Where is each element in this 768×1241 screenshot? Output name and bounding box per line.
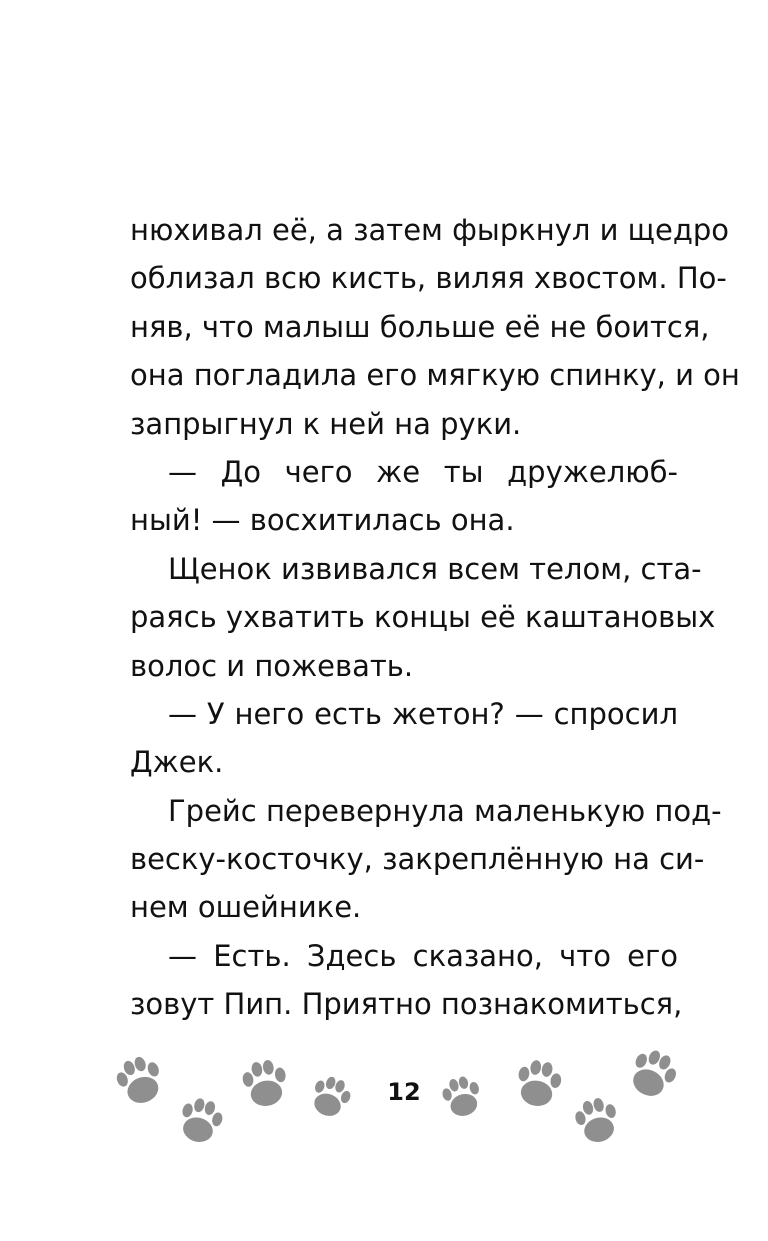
- text-line: волос и пожевать.: [130, 648, 414, 683]
- text-line: — У него есть жетон? — спросил: [168, 696, 678, 731]
- paragraph: [130, 690, 678, 787]
- text-line: Грейс перевернула маленькую под-: [168, 793, 722, 828]
- text-line: Щенок извивался всем телом, ста-: [168, 551, 702, 586]
- text-line: облизал всю кисть, виляя хвостом. По-: [130, 261, 727, 296]
- paragraph: [130, 206, 740, 448]
- text-line: — Есть. Здесь сказано, что его: [168, 938, 678, 973]
- paw-print-icon: [307, 1072, 355, 1121]
- body-text: [130, 206, 740, 1029]
- paw-print-icon: [240, 1057, 290, 1109]
- paragraph: [130, 787, 722, 932]
- paragraph: [130, 448, 678, 545]
- text-line: няв, что малыш больше её не боится,: [130, 309, 710, 344]
- text-line: нюхивал её, а затем фыркнул и щедро: [130, 213, 730, 247]
- paw-print-icon: [176, 1095, 227, 1147]
- text-line: раясь ухватить концы её каштановых: [130, 600, 716, 635]
- paw-print-icon: [514, 1058, 564, 1110]
- paw-print-icon: [112, 1052, 168, 1109]
- text-line: — До чего же ты дружелюб-: [168, 454, 678, 489]
- text-line: Джек.: [130, 745, 224, 780]
- paragraph: [130, 932, 683, 1029]
- text-line: нем ошейнике.: [130, 890, 362, 925]
- text-line: запрыгнул к ней на руки.: [130, 406, 522, 441]
- paragraph: [130, 545, 716, 690]
- paw-print-icon: [572, 1094, 623, 1146]
- text-line: она погладила его мягкую спинку, и он: [130, 358, 740, 393]
- text-line: ный! — восхитилась она.: [130, 503, 515, 538]
- page-number: 12: [387, 1078, 421, 1106]
- text-line: зовут Пип. Приятно познакомиться,: [130, 987, 683, 1022]
- paw-print-icon: [624, 1044, 682, 1103]
- paw-print-icon: [439, 1073, 485, 1120]
- text-line: веску-косточку, закреплённую на си-: [130, 842, 705, 877]
